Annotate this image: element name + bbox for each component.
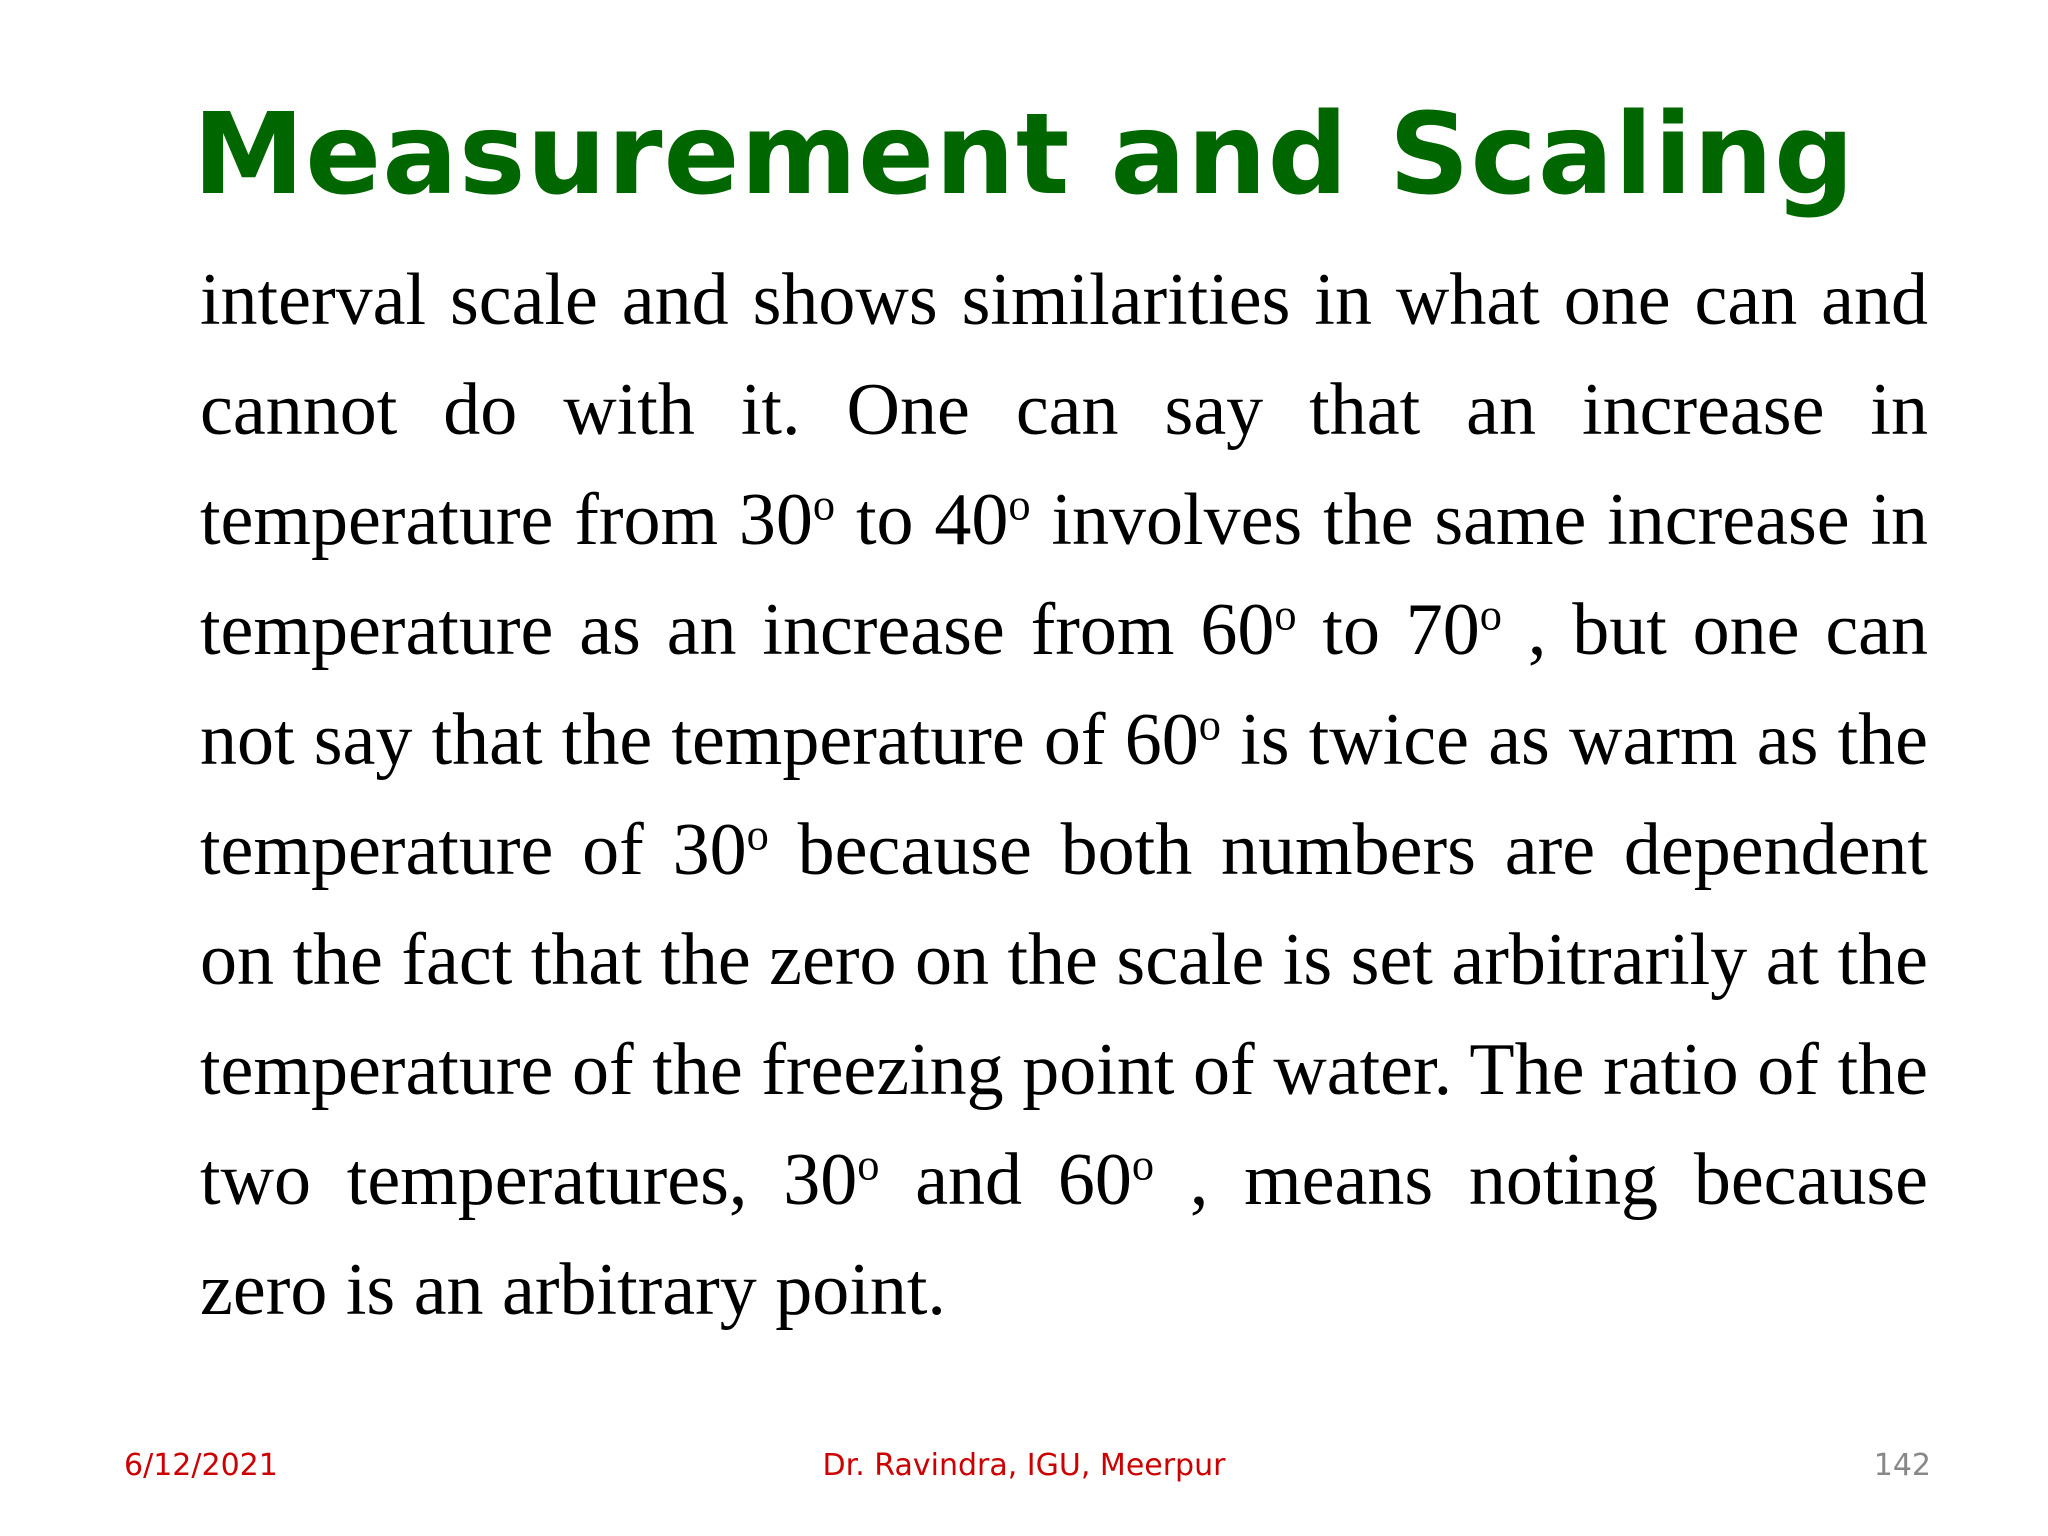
body-text-segment: , but one can bbox=[1502, 589, 1929, 671]
body-text-segment: cannot do with it. One can say that an increase in bbox=[200, 369, 1928, 451]
body-text-segment: because both numbers are dependent bbox=[768, 809, 1928, 891]
body-line bbox=[200, 355, 1928, 465]
degree-superscript: o bbox=[1008, 479, 1031, 530]
body-text-segment: to 40 bbox=[835, 479, 1009, 561]
body-line bbox=[200, 1015, 1928, 1125]
body-text-segment: temperature of the freezing point of water. The ratio of the bbox=[200, 1029, 1928, 1111]
body-line bbox=[200, 1125, 1928, 1235]
body-text-segment: interval scale and shows similarities in what one can and bbox=[200, 259, 1928, 341]
body-line bbox=[200, 1235, 1928, 1345]
body-text-segment: temperature of 30 bbox=[200, 809, 747, 891]
body-line bbox=[200, 905, 1928, 1015]
body-text-segment: temperature as an increase from 60 bbox=[200, 589, 1275, 671]
slide-title: Measurement and Scaling bbox=[192, 90, 1856, 220]
body-text-segment: and 60 bbox=[879, 1139, 1132, 1221]
body-text-segment: , means noting because bbox=[1154, 1139, 1928, 1221]
body-text-segment: to 70 bbox=[1296, 589, 1480, 671]
body-text-segment: not say that the temperature of 60 bbox=[200, 699, 1199, 781]
body-text-segment: is twice as warm as the bbox=[1220, 699, 1928, 781]
degree-superscript: o bbox=[1479, 589, 1502, 640]
footer-author: Dr. Ravindra, IGU, Meerpur bbox=[822, 1448, 1226, 1483]
body-text-segment: involves the same increase in bbox=[1030, 479, 1929, 561]
footer-page-number: 142 bbox=[1873, 1448, 1931, 1483]
degree-superscript: o bbox=[1131, 1139, 1155, 1190]
degree-superscript: o bbox=[812, 479, 836, 530]
body-line bbox=[200, 795, 1928, 905]
slide-body-text bbox=[200, 245, 1928, 1345]
degree-superscript: o bbox=[1198, 699, 1221, 750]
body-text-segment: temperature from 30 bbox=[200, 479, 813, 561]
footer-date: 6/12/2021 bbox=[124, 1448, 278, 1483]
body-line bbox=[200, 465, 1928, 575]
body-line bbox=[200, 245, 1928, 355]
body-text-segment: two temperatures, 30 bbox=[200, 1139, 858, 1221]
body-text-segment: on the fact that the zero on the scale is set arbitrarily at the bbox=[200, 919, 1929, 1001]
degree-superscript: o bbox=[1274, 589, 1297, 640]
body-text-segment: zero is an arbitrary point. bbox=[200, 1249, 946, 1331]
degree-superscript: o bbox=[746, 809, 769, 860]
body-line bbox=[200, 685, 1928, 795]
body-line bbox=[200, 575, 1928, 685]
degree-superscript: o bbox=[857, 1139, 880, 1190]
